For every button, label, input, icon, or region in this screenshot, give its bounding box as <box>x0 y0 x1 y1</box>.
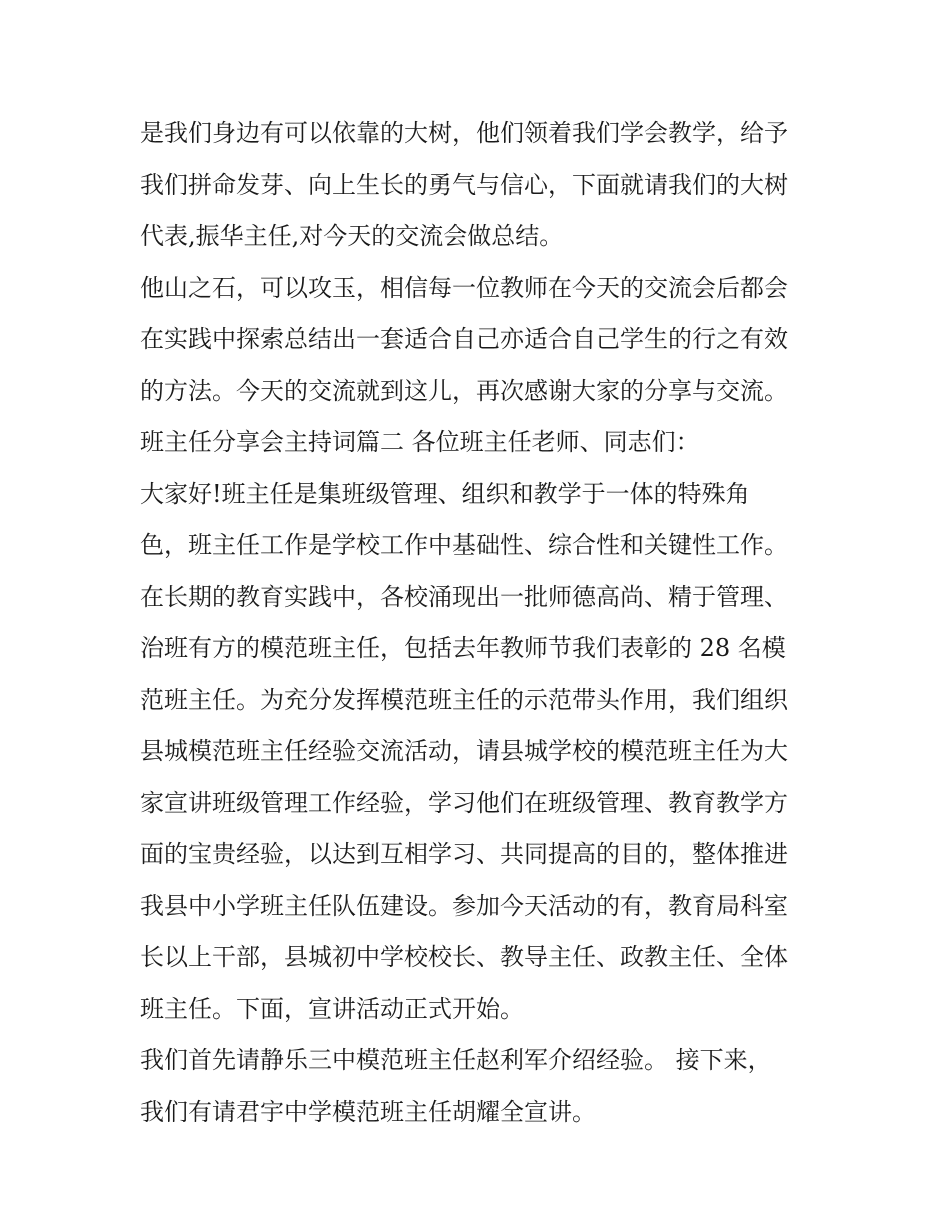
text-line: 在长期的教育实践中，各校涌现出一批师德高尚、精于管理、 <box>140 582 788 611</box>
text-line: 长以上干部，县城初中学校校长、教导主任、政教主任、全体 <box>140 943 788 971</box>
section-heading-line: 班主任分享会主持词篇二 各位班主任老师、同志们： <box>140 428 700 456</box>
text-line: 治班有方的模范班主任，包括去年教师节我们表彰的 28 名模 <box>140 634 786 662</box>
text-line: 代表,振华主任,对今天的交流会做总结。 <box>140 222 564 250</box>
text-line: 大家好!班主任是集班级管理、组织和教学于一体的特殊角 <box>140 479 750 508</box>
text-line: 我们首先请静乐三中模范班主任赵利军介绍经验。 接下来， <box>140 1046 772 1074</box>
document-body <box>140 108 820 1138</box>
text-line: 他山之石，可以攻玉，相信每一位教师在今天的交流会后都会 <box>140 273 788 302</box>
text-line: 家宣讲班级管理工作经验，学习他们在班级管理、教育教学方 <box>140 788 788 817</box>
text-line: 在实践中探索总结出一套适合自己亦适合自己学生的行之有效 <box>140 325 788 353</box>
text-line: 色，班主任工作是学校工作中基础性、综合性和关键性工作。 <box>140 531 788 559</box>
text-line: 班主任。下面，宣讲活动正式开始。 <box>140 994 524 1023</box>
text-line: 范班主任。为充分发挥模范班主任的示范带头作用，我们组织 <box>140 685 788 714</box>
text-line: 面的宝贵经验，以达到互相学习、共同提高的目的，整体推进 <box>140 840 788 868</box>
text-line: 我县中小学班主任队伍建设。参加今天活动的有，教育局科室 <box>140 891 788 920</box>
text-line: 县城模范班主任经验交流活动，请县城学校的模范班主任为大 <box>140 737 788 765</box>
text-line: 是我们身边有可以依靠的大树，他们领着我们学会教学，给予 <box>140 119 788 147</box>
text-line: 的方法。今天的交流就到这儿，再次感谢大家的分享与交流。 <box>140 376 788 405</box>
text-line: 我们拼命发芽、向上生长的勇气与信心，下面就请我们的大树 <box>140 170 788 199</box>
text-line: 我们有请君宇中学模范班主任胡耀全宣讲。 <box>140 1097 596 1126</box>
